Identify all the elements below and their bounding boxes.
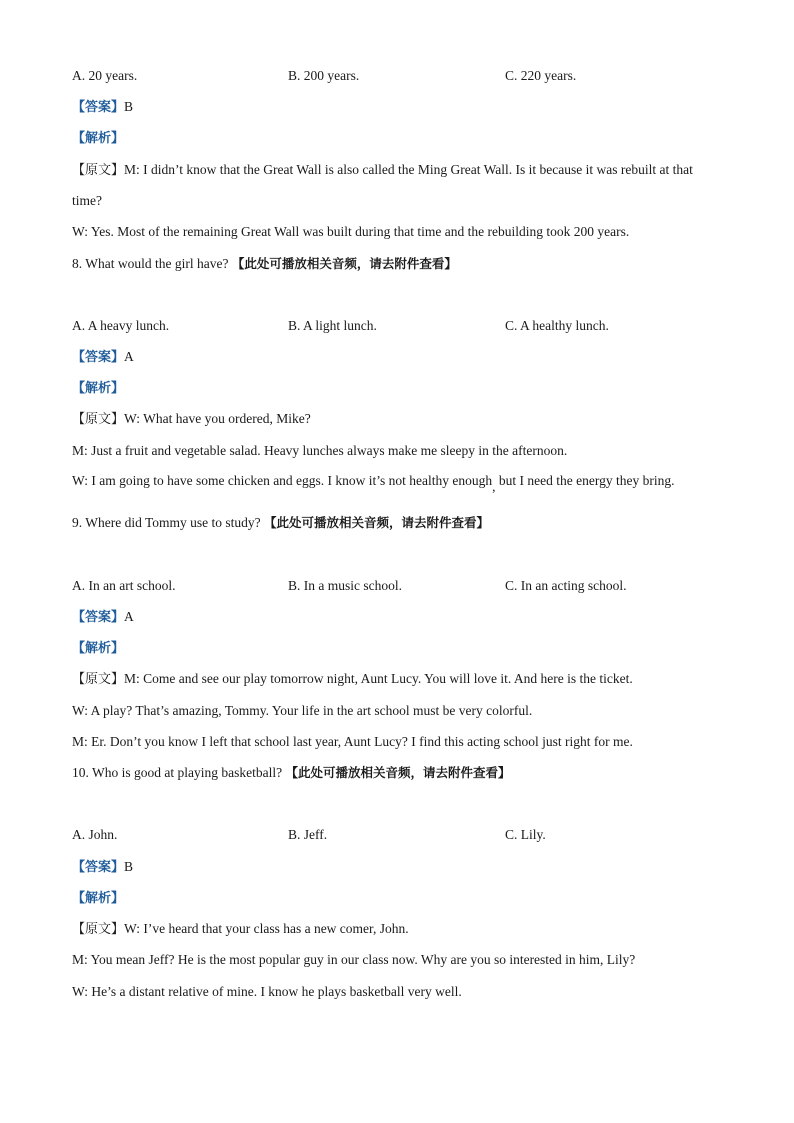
q9-transcript-line-2: W: A play? That’s amazing, Tommy. Your life in the art school must be very colorful. xyxy=(72,703,533,718)
q9-option-a: A. In an art school. xyxy=(72,578,176,593)
comma-mark: , xyxy=(492,479,496,494)
q9-audio-note: 【此处可播放相关音频，请去附件查看】 xyxy=(264,515,490,530)
answer-tag: 【答案】 xyxy=(72,610,125,625)
q8-transcript-3b: but I need the energy they bring. xyxy=(495,473,675,488)
q10-transcript-line-2: M: You mean Jeff? He is the most popular guy in our class now. Why are you so interested in him, Lily? xyxy=(72,952,636,967)
q10-question-line xyxy=(72,764,510,782)
q8-analysis-line xyxy=(72,379,124,398)
q9-transcript-line-3: M: Er. Don’t you know I left that school last year, Aunt Lucy? I find this acting school just right for me. xyxy=(72,734,633,749)
q7-transcript-line-1b: time? xyxy=(72,193,102,208)
q9-option-c: C. In an acting school. xyxy=(505,578,627,593)
q9-answer: A xyxy=(124,609,134,624)
q9-question: 9. Where did Tommy use to study? xyxy=(72,515,265,530)
q8-transcript-line-3 xyxy=(72,472,675,494)
q9-analysis-line xyxy=(72,639,124,658)
q10-analysis-line xyxy=(72,889,124,908)
q10-answer-line xyxy=(72,858,133,877)
q10-answer: B xyxy=(124,859,134,874)
q7-transcript-1a: M: I didn’t know that the Great Wall is also called the Ming Great Wall. Is it because it was rebuilt at that xyxy=(124,162,693,177)
q9-question-line xyxy=(72,514,489,532)
q8-answer: A xyxy=(124,349,134,364)
q8-question: 8. What would the girl have? xyxy=(72,256,232,271)
answer-tag: 【答案】 xyxy=(72,100,125,115)
q8-option-a: A. A heavy lunch. xyxy=(72,318,170,333)
q7-analysis-line xyxy=(72,129,124,148)
q10-option-b: B. Jeff. xyxy=(288,827,328,842)
analysis-tag: 【解析】 xyxy=(72,381,125,396)
q7-transcript-line-2: W: Yes. Most of the remaining Great Wall was built during that time and the rebuilding took 200 years. xyxy=(72,224,630,239)
q10-audio-note: 【此处可播放相关音频，请去附件查看】 xyxy=(285,765,511,780)
analysis-tag: 【解析】 xyxy=(72,891,125,906)
q9-option-b: B. In a music school. xyxy=(288,578,402,593)
q8-audio-note: 【此处可播放相关音频，请去附件查看】 xyxy=(231,256,457,271)
q7-option-a: A. 20 years. xyxy=(72,68,138,83)
q10-question: 10. Who is good at playing basketball? xyxy=(72,765,286,780)
q7-option-c: C. 220 years. xyxy=(505,68,577,83)
analysis-tag: 【解析】 xyxy=(72,641,125,656)
q10-option-c: C. Lily. xyxy=(505,827,546,842)
q8-transcript-1: W: What have you ordered, Mike? xyxy=(124,411,311,426)
q8-transcript-line-2: M: Just a fruit and vegetable salad. Heavy lunches always make me sleepy in the afternoon. xyxy=(72,443,568,458)
transcript-tag: 【原文】 xyxy=(72,163,125,178)
q10-transcript-line-1 xyxy=(72,920,409,939)
q9-transcript-line-1 xyxy=(72,670,633,689)
q7-transcript-line-1 xyxy=(72,161,693,180)
q7-answer: B xyxy=(124,99,134,114)
analysis-tag: 【解析】 xyxy=(72,131,125,146)
q9-answer-line xyxy=(72,608,134,627)
q9-transcript-1: M: Come and see our play tomorrow night, Aunt Lucy. You will love it. And here is the ticket. xyxy=(124,671,633,686)
transcript-tag: 【原文】 xyxy=(72,672,125,687)
q8-option-b: B. A light lunch. xyxy=(288,318,377,333)
transcript-tag: 【原文】 xyxy=(72,922,125,937)
answer-tag: 【答案】 xyxy=(72,350,125,365)
q10-transcript-1: W: I’ve heard that your class has a new comer, John. xyxy=(124,921,409,936)
q8-question-line xyxy=(72,255,457,273)
q7-option-b: B. 200 years. xyxy=(288,68,360,83)
q8-option-c: C. A healthy lunch. xyxy=(505,318,609,333)
q8-transcript-3a: W: I am going to have some chicken and eggs. I know it’s not healthy enough xyxy=(72,473,493,488)
q10-transcript-line-3: W: He’s a distant relative of mine. I know he plays basketball very well. xyxy=(72,984,462,999)
transcript-tag: 【原文】 xyxy=(72,412,125,427)
q8-answer-line xyxy=(72,348,134,367)
q10-option-a: A. John. xyxy=(72,827,118,842)
q8-transcript-line-1 xyxy=(72,410,311,429)
answer-tag: 【答案】 xyxy=(72,860,125,875)
q7-answer-line xyxy=(72,98,133,117)
